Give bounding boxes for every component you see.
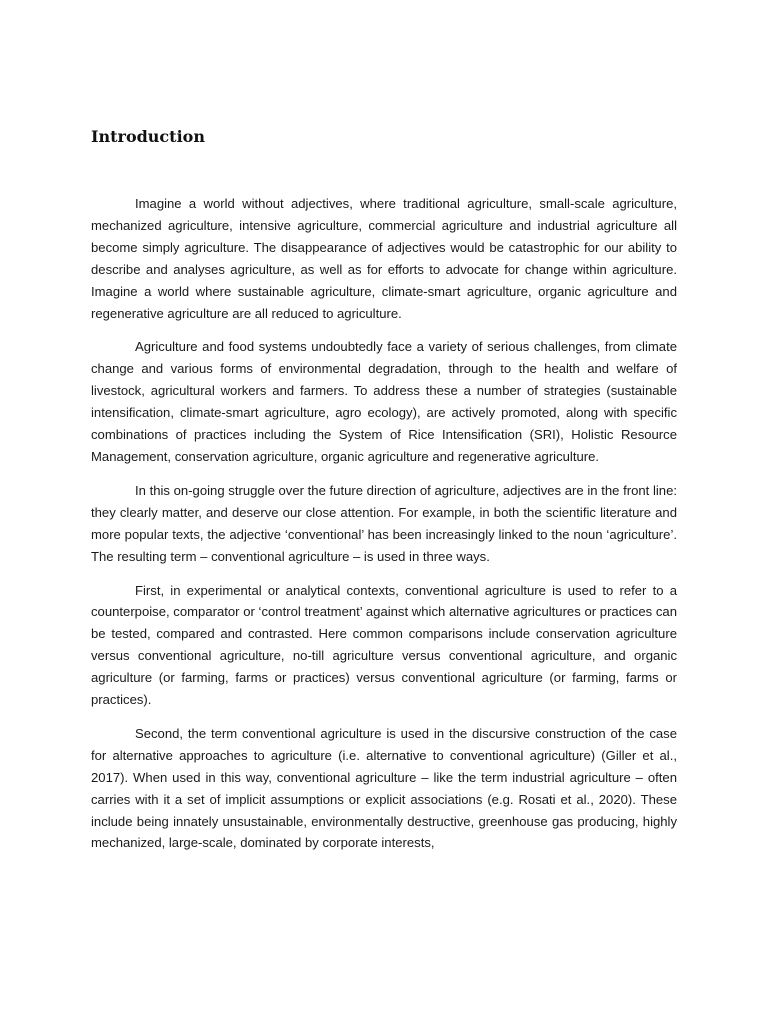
paragraph-1: Imagine a world without adjectives, where traditional agriculture, small-scale agriculture, mechanized agriculture, intensive agriculture, commercial agriculture and industrial agriculture all become simply agriculture. The disappearance of adjectives would be catastrophic for our ability to describe and analyses agriculture, as well as for efforts to advocate for change within agriculture. Imagine a world where sustainable agriculture, climate-smart agriculture, organic agriculture and regenerative agriculture are all reduced to agriculture. <box>91 196 677 321</box>
paragraph-2: Agriculture and food systems undoubtedly face a variety of serious challenges, from climate change and various forms of environmental degradation, through to the health and welfare of livestock, agricultural workers and farmers. To address these a number of strategies (sustainable intensification, climate-smart agriculture, agro ecology), are actively promoted, along with specific combinations of practices including the System of Rice Intensification (SRI), Holistic Resource Management, conservation agriculture, organic agriculture and regenerative agriculture. <box>91 339 677 464</box>
body-text <box>91 193 677 866</box>
section-heading: Introduction <box>91 127 205 146</box>
paragraph-4: First, in experimental or analytical contexts, conventional agriculture is used to refer to a counterpoise, comparator or ‘control treatment’ against which alternative agricultures or practices can be tested, compared and contrasted. Here common comparisons include conservation agriculture versus conventional agriculture, no-till agriculture versus conventional agriculture, and organic agriculture (or farming, farms or practices) versus conventional agriculture (or farming, farms or practices). <box>91 582 677 708</box>
paragraph-5: Second, the term conventional agriculture is used in the discursive construction of the case for alternative approaches to agriculture (i.e. alternative to conventional agriculture) (Giller et al., 2017). When used in this way, conventional agriculture – like the term industrial agriculture – often carries with it a set of implicit assumptions or explicit associations (e.g. Rosati et al., 2020). These include being innately unsustainable, environmentally destructive, greenhouse gas producing, highly mechanized, large-scale, dominated by corporate interests, <box>91 725 677 851</box>
paragraph-3: In this on-going struggle over the future direction of agriculture, adjectives are in the front line: they clearly matter, and deserve our close attention. For example, in both the scientific literature and more popular texts, the adjective ‘conventional’ has been increasingly linked to the noun ‘agriculture’. The resulting term – conventional agriculture – is used in three ways. <box>91 482 677 564</box>
